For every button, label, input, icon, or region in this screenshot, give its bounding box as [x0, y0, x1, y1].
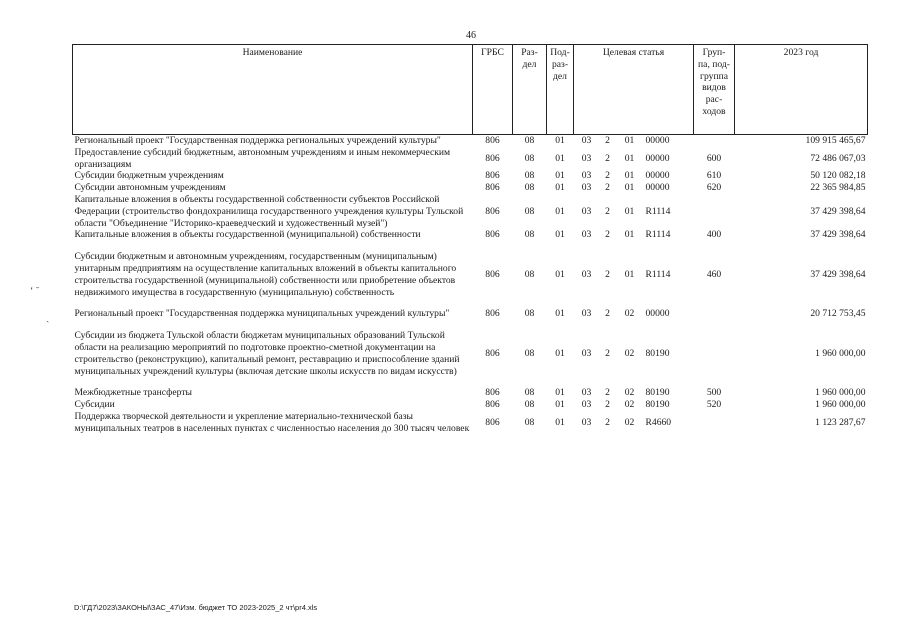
row-grbs: 806 — [485, 182, 500, 194]
header-razdel: Раз- дел — [513, 45, 547, 135]
row-expense-type — [694, 194, 735, 229]
row-cs-item: 01 — [624, 268, 635, 280]
row-podrazdel: 01 — [555, 229, 565, 241]
row-cs-program: 03 — [581, 416, 592, 428]
row-cs-type: 2 — [605, 268, 610, 280]
row-amount: 22 365 984,85 — [810, 182, 866, 194]
row-cs-item: 01 — [624, 135, 635, 146]
row-razdel: 08 — [524, 152, 535, 164]
budget-table — [72, 44, 868, 435]
header-year: 2023 год — [735, 45, 868, 135]
table-row — [73, 135, 868, 147]
row-expense-type: 520 — [706, 399, 722, 411]
row-name: Капитальные вложения в объекты государственной собственности субъектов Российской Федерации (строительство фондохранилища государственного учреждения культуры Тульской области "Объединение "Историко-краеведческий и художественный музей") — [74, 193, 464, 229]
row-cs-type: 2 — [605, 308, 610, 320]
row-cs-type: 2 — [605, 205, 610, 217]
row-name: Субсидии — [74, 399, 115, 411]
row-grbs: 806 — [485, 347, 500, 359]
table-row — [73, 308, 868, 320]
row-spacer — [73, 241, 868, 251]
row-grbs: 806 — [485, 268, 500, 280]
row-expense-type — [694, 330, 735, 377]
row-amount: 1 960 000,00 — [815, 399, 866, 411]
row-podrazdel: 01 — [555, 308, 565, 320]
row-cs-item: 02 — [624, 387, 635, 399]
table-row — [73, 251, 868, 298]
row-cs-program: 03 — [581, 152, 592, 164]
row-cs-item: 01 — [624, 205, 635, 217]
row-expense-type: 600 — [706, 152, 722, 164]
row-razdel: 08 — [524, 347, 535, 359]
table-row — [73, 399, 868, 411]
row-name: Капитальные вложения в объекты государственной (муниципальной) собственности — [74, 229, 421, 241]
row-cs-program: 03 — [581, 170, 592, 182]
row-name: Субсидии из бюджета Тульской области бюджетам муниципальных образований Тульской области на реализацию мероприятий по подготовке проектно-сметной документации на строительство (реконструкцию), капитальный ремонт, реставрацию и приспособление зданий муниципальных учреждений культуры (включая детские школы искусств по видам искусств) — [74, 330, 460, 377]
row-cs-type: 2 — [605, 182, 610, 194]
row-cs-item: 02 — [624, 308, 635, 320]
header-grbs: ГРБС — [473, 45, 513, 135]
row-razdel: 08 — [524, 416, 535, 428]
row-expense-type: 400 — [706, 229, 722, 241]
row-grbs: 806 — [485, 387, 500, 399]
row-cs-item: 01 — [624, 229, 635, 241]
row-grbs: 806 — [485, 170, 500, 182]
row-cs-item: 01 — [624, 152, 635, 164]
row-name: Региональный проект "Государственная поддержка региональных учреждений культуры" — [74, 135, 441, 146]
row-cs-type: 2 — [605, 170, 610, 182]
table-row — [73, 170, 868, 182]
table-row — [73, 411, 868, 435]
row-cs-item: 02 — [624, 347, 635, 359]
row-razdel: 08 — [524, 387, 535, 399]
row-amount: 109 915 465,67 — [805, 135, 866, 146]
row-grbs: 806 — [485, 135, 500, 146]
row-expense-type — [694, 308, 735, 320]
row-amount: 37 429 398,64 — [810, 268, 866, 280]
row-amount: 1 960 000,00 — [815, 387, 866, 399]
row-grbs: 806 — [485, 416, 500, 428]
row-cs-type: 2 — [605, 416, 610, 428]
row-podrazdel: 01 — [555, 399, 565, 411]
row-name: Субсидии бюджетным и автономным учреждениям, государственным (муниципальным) унитарным предприятиям на осуществление капитальных вложений в объекты капитального строительства государственной (муниципальной) собственности или приобретение объектов недвижимого имущества в государственную (муниципальную) собственность — [74, 251, 457, 298]
row-podrazdel: 01 — [555, 347, 565, 359]
table-row — [73, 330, 868, 377]
row-expense-type: 460 — [706, 268, 722, 280]
row-grbs: 806 — [485, 229, 500, 241]
row-spacer — [73, 298, 868, 308]
row-cs-direction: R1114 — [645, 229, 671, 241]
row-razdel: 08 — [524, 268, 535, 280]
table-header-row — [73, 45, 868, 135]
row-name: Предоставление субсидий бюджетным, автономным учреждениям и иным некоммерческим организациям — [74, 146, 451, 170]
margin-mark-icon: ʻ ˉ — [30, 286, 40, 297]
page-number: 46 — [466, 30, 476, 41]
row-cs-type: 2 — [605, 387, 610, 399]
row-cs-item: 01 — [624, 170, 635, 182]
row-expense-type: 500 — [706, 387, 722, 399]
row-name: Субсидии автономным учреждениям — [74, 182, 226, 194]
table-row — [73, 387, 868, 399]
row-cs-direction: 00000 — [645, 308, 670, 320]
row-razdel: 08 — [524, 229, 535, 241]
row-expense-type: 620 — [706, 182, 722, 194]
row-amount: 37 429 398,64 — [810, 229, 866, 241]
row-podrazdel: 01 — [555, 170, 565, 182]
row-name: Межбюджетные трансферты — [74, 387, 192, 399]
row-cs-direction: R1114 — [645, 205, 671, 217]
row-name: Субсидии бюджетным учреждениям — [74, 170, 224, 182]
row-expense-type — [694, 411, 735, 435]
row-cs-program: 03 — [581, 399, 592, 411]
row-amount: 72 486 067,03 — [810, 152, 866, 164]
table-row — [73, 229, 868, 241]
row-razdel: 08 — [524, 135, 535, 146]
row-cs-direction: R1114 — [645, 268, 671, 280]
row-spacer — [73, 377, 868, 387]
row-cs-type: 2 — [605, 399, 610, 411]
row-cs-item: 02 — [624, 416, 635, 428]
row-amount: 1 960 000,00 — [815, 347, 866, 359]
row-expense-type: 610 — [706, 170, 722, 182]
row-razdel: 08 — [524, 308, 535, 320]
row-razdel: 08 — [524, 170, 535, 182]
row-podrazdel: 01 — [555, 268, 565, 280]
row-cs-program: 03 — [581, 182, 592, 194]
row-cs-direction: R4660 — [645, 416, 672, 428]
row-cs-direction: 00000 — [645, 182, 670, 194]
row-cs-type: 2 — [605, 135, 610, 146]
row-amount: 1 123 287,67 — [815, 416, 866, 428]
row-grbs: 806 — [485, 205, 500, 217]
row-podrazdel: 01 — [555, 182, 565, 194]
row-podrazdel: 01 — [555, 387, 565, 399]
row-amount: 50 120 082,18 — [810, 170, 866, 182]
row-cs-program: 03 — [581, 135, 592, 146]
row-podrazdel: 01 — [555, 135, 565, 146]
row-cs-program: 03 — [581, 268, 592, 280]
row-cs-direction: 00000 — [645, 135, 670, 146]
row-razdel: 08 — [524, 399, 535, 411]
row-cs-direction: 80190 — [645, 347, 670, 359]
row-cs-type: 2 — [605, 229, 610, 241]
row-cs-type: 2 — [605, 347, 610, 359]
header-name: Наименование — [73, 45, 473, 135]
row-cs-item: 02 — [624, 399, 635, 411]
row-name: Региональный проект "Государственная поддержка муниципальных учреждений культуры" — [74, 308, 450, 320]
row-cs-item: 01 — [624, 182, 635, 194]
row-spacer — [73, 320, 868, 330]
row-cs-program: 03 — [581, 347, 592, 359]
row-cs-direction: 80190 — [645, 387, 670, 399]
row-cs-type: 2 — [605, 152, 610, 164]
row-cs-program: 03 — [581, 308, 592, 320]
row-podrazdel: 01 — [555, 152, 565, 164]
row-razdel: 08 — [524, 182, 535, 194]
row-cs-program: 03 — [581, 387, 592, 399]
row-podrazdel: 01 — [555, 205, 565, 217]
row-name: Поддержка творческой деятельности и укрепление материально-технической базы муниципальных театров в населенных пунктах с численностью населения до 300 тысяч человек — [74, 410, 470, 434]
row-podrazdel: 01 — [555, 416, 565, 428]
header-vid: Груп- па, под- группа видов рас- ходов — [694, 45, 735, 135]
row-amount: 37 429 398,64 — [810, 205, 866, 217]
row-cs-direction: 80190 — [645, 399, 670, 411]
table-body — [73, 135, 868, 435]
row-cs-direction: 00000 — [645, 152, 670, 164]
row-cs-program: 03 — [581, 205, 592, 217]
row-razdel: 08 — [524, 205, 535, 217]
row-grbs: 806 — [485, 308, 500, 320]
table-row — [73, 194, 868, 229]
row-expense-type — [694, 135, 735, 147]
margin-mark-icon: ˏ — [46, 312, 50, 323]
row-cs-program: 03 — [581, 229, 592, 241]
row-grbs: 806 — [485, 152, 500, 164]
row-grbs: 806 — [485, 399, 500, 411]
header-target: Целевая статья — [574, 45, 694, 135]
table-row — [73, 147, 868, 171]
row-amount: 20 712 753,45 — [810, 308, 866, 320]
file-path-footer: D:\ГД7\2023\ЗАКОНЫ\ЗАС_47\Изм. бюджет ТО 2023-2025_2 чт\рr4.xls — [74, 603, 318, 612]
row-cs-direction: 00000 — [645, 170, 670, 182]
header-podrazdel: Под- раз- дел — [547, 45, 574, 135]
table-row — [73, 182, 868, 194]
